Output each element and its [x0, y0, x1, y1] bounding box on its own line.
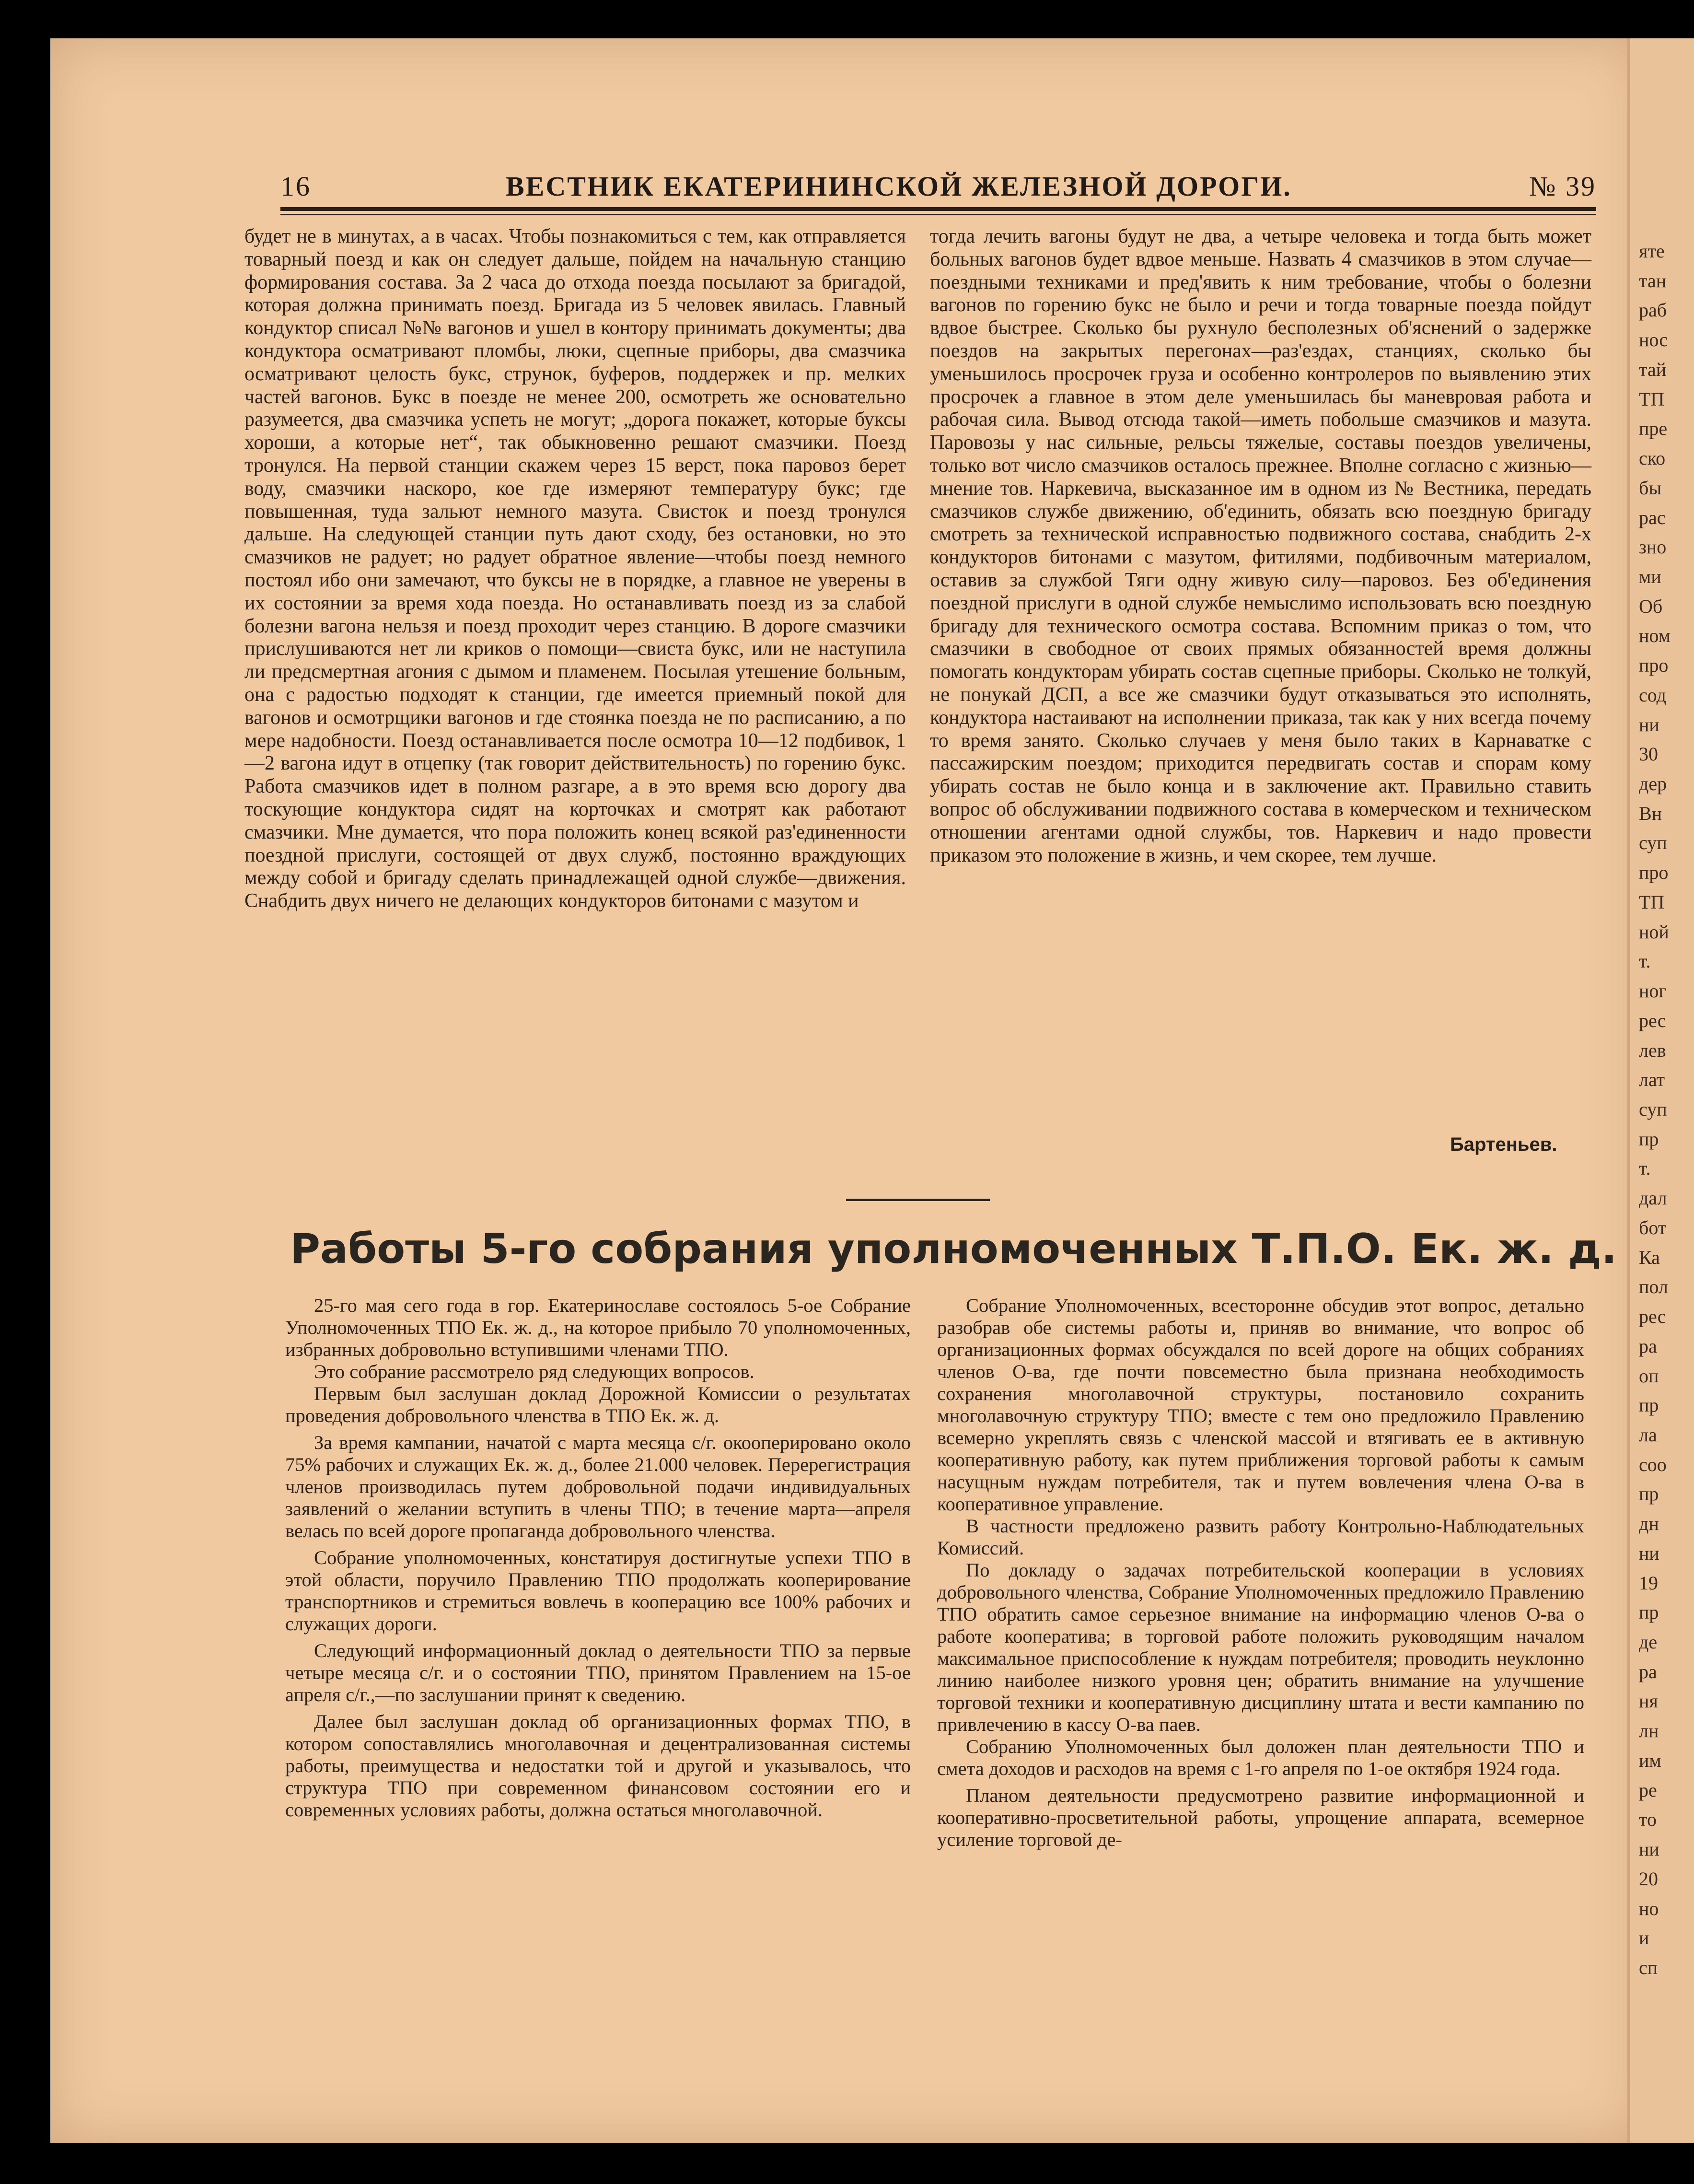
next-page-text-fragment: де: [1639, 1631, 1658, 1653]
header-rule-thin: [280, 214, 1596, 215]
next-page-text-fragment: ня: [1639, 1690, 1658, 1712]
paragraph: Первым был заслушан доклад Дорожной Комиссии о результатах проведения добровольного членства в ТПО Ек. ж. д.: [285, 1383, 911, 1426]
paragraph: Собрание Уполномоченных, всесторонне обсудив этот вопрос, детально разобрав обе системы работы и, приняв во внимание, что вопрос об организационных формах обсуждался по всей дороге на общих собраниях членов О-ва, где почти повсеместно была признана необходимость сохранения многолавочной структуры, постановило сохранить многолавочную структуру ТПО; вместе с тем оно предложило Правлению всемерно укреплять связь с членской массой и втягивать ее в активную кооперативную работу, как путем приближения торговой работы к самым насущным нуждам потребителя, так и путем вовлечения члена О-ва в кооперативное управление.: [937, 1295, 1584, 1515]
paragraph: тогда лечить вагоны будут не два, а четыре человека и тогда быть может больных вагонов будет вдвое меньше. Назвать 4 смазчиков в этом случае—поездными техниками и пред'явить к ним требование, чтобы о болезни вагонов по горению букс не было и речи и тогда товарные поезда пойдут вдвое быстрее. Сколько бы рухнуло бесполезных об'яснений о задержке поездов на закрытых перегонах—раз'ездах, станциях, сколько бы уменьшилось просрочек груза и особенно контролеров по выявлению этих просрочек а главное в этом деле уменьшилась бы маневровая работа и рабочая сила. Вывод отсюда такой—иметь побольше смазчиков и мазута. Паровозы у нас сильные, рельсы тяжелые, составы поездов увеличены, только вот число смазчиков осталось прежнее. Вполне согласно с жизнью—мнение тов. Наркевича, высказанное им в одном из № Вестника, передать смазчиков службе движению, об'единить, обязать всю поездную бригаду смотреть за технической исправностью подвижного состава, снабдить 2-х кондукторов битонами с мазутом, фитилями, подбивочным материалом, оставив за службой Тяги одну живую силу—паровоз. Без об'единения поездной прислуги в одной службе немыслимо использовать всю поездную бригаду для технического осмотра состава. Вспомним приказ о том, что смазчики в свободное от своих прямых обязанностей время должны помогать кондукторам убирать состав сцепные приборы. Сколько не толкуй, не понукай ДСП, а все же смазчики будут отказываться это исполнять, кондуктора настаивают на исполнении приказа, так как у них всегда почему то время занято. Сколько случаев у меня было таких в Карнаватке с пассажирским поездом; приходится передвигать состав и спорам кому убирать состав не было конца и в заключение акт. Правильно ставить вопрос об обслуживании подвижного состава в комерческом и техническом отношении агентами одной службы, тов. Наркевич и надо провести приказом это положение в жизнь, и чем скорее, тем лучше.: [930, 225, 1591, 866]
next-page-text-fragment: ном: [1639, 625, 1671, 646]
next-page-text-fragment: ско: [1639, 447, 1666, 469]
issue-number: № 39: [1529, 171, 1596, 202]
next-page-text-fragment: пр: [1639, 1394, 1659, 1416]
next-page-text-fragment: лат: [1639, 1069, 1665, 1090]
next-page-text-fragment: бы: [1639, 477, 1662, 499]
next-page-text-fragment: и: [1639, 1927, 1649, 1949]
paragraph: 25-го мая сего года в гор. Екатеринославе состоялось 5-ое Собрание Уполномоченных ТПО Ек. ж. д., на которое прибыло 70 уполномоченных, избранных добровольно вступившими членами ТПО.: [285, 1295, 911, 1360]
next-page-text-fragment: рас: [1639, 507, 1666, 528]
next-page-text-fragment: Ка: [1639, 1247, 1660, 1268]
next-page-text-fragment: яте: [1639, 240, 1665, 262]
next-page-text-fragment: сп: [1639, 1957, 1658, 1978]
journal-title: ВЕСТНИК ЕКАТЕРИНИНСКОЙ ЖЕЛЕЗНОЙ ДОРОГИ.: [506, 171, 1292, 202]
article-column-top-right: [930, 225, 1591, 1112]
next-page-text-fragment: Об: [1639, 596, 1663, 617]
next-page-text-fragment: дер: [1639, 773, 1667, 794]
paragraph: Это собрание рассмотрело ряд следующих вопросов.: [314, 1361, 754, 1382]
next-page-text-fragment: т.: [1639, 1157, 1651, 1179]
paragraph: Собрание уполномоченных, констатируя достигнутые успехи ТПО в этой области, поручило Правлению ТПО продолжать кооперирование транспортников и стремиться вовлечь в кооперацию все 100% рабочих и служащих дороги.: [285, 1547, 911, 1635]
paragraph: Собранию Уполномоченных был доложен план деятельности ТПО и смета доходов и расходов на время с 1-го апреля по 1-ое октября 1924 года.: [937, 1736, 1584, 1779]
section-divider: [846, 1199, 990, 1201]
next-page-text-fragment: ре: [1639, 1779, 1657, 1801]
next-page-text-fragment: соо: [1639, 1454, 1667, 1475]
paragraph: По докладу о задачах потребительской кооперации в условиях добровольного членства, Собрание Уполномоченных предложило Правлению ТПО обратить самое серьезное внимание на информацию членов О-ва о работе кооператива; в торговой работе положить руководящим началом максимальное приспособление к нуждам потребителя; проводить неуклонно линию наиболее низкого уровня цен; обратить внимание на улучшение торговой техники и кооперативную дисциплину штата и вести кампанию по привлечению в кассу О-ва паев.: [937, 1559, 1584, 1735]
paragraph: За время кампании, начатой с марта месяца с/г. окооперировано около 75% рабочих и служащих Ек. ж. д., более 21.000 человек. Перерегистрация членов производилась путем добровольной подачи индивидуальных заявлений о желании вступить в члены ТПО; в течение марта—апреля велась по всей дороге пропаганда добровольного членства.: [285, 1432, 911, 1542]
next-page-text-fragment: ра: [1639, 1661, 1657, 1682]
page-header: [280, 170, 1596, 204]
next-page-text-fragment: ной: [1639, 921, 1669, 943]
next-page-text-fragment: 19: [1639, 1572, 1658, 1594]
article-column-top-left: [244, 225, 906, 1165]
next-page-text-fragment: ни: [1639, 1838, 1659, 1860]
next-page-text-fragment: ТП: [1639, 388, 1665, 410]
next-page-text-fragment: нос: [1639, 329, 1668, 350]
article-column-bottom-right: [937, 1295, 1584, 2071]
next-page-text-fragment: пр: [1639, 1483, 1659, 1505]
next-page-text-fragment: т.: [1639, 950, 1651, 972]
paragraph: Следующий информационный доклад о деятельности ТПО за первые четыре месяца с/г. и о состоянии ТПО, принятом Правлением на 15-ое апреля с/г.,—по заслушании принят к сведению.: [285, 1640, 911, 1705]
next-page-text-fragment: 20: [1639, 1868, 1658, 1890]
next-page-text-fragment: ног: [1639, 980, 1667, 1002]
next-page-edge: [1627, 38, 1694, 2143]
next-page-text-fragment: тан: [1639, 270, 1667, 292]
next-page-text-fragment: 30: [1639, 743, 1658, 765]
next-page-text-fragment: им: [1639, 1750, 1661, 1771]
next-page-text-fragment: рес: [1639, 1010, 1666, 1031]
next-page-text-fragment: лев: [1639, 1039, 1666, 1061]
next-page-text-fragment: оп: [1639, 1365, 1659, 1387]
next-page-text-fragment: про: [1639, 862, 1669, 883]
paragraph: Планом деятельности предусмотрено развитие информационной и кооперативно-просветительной работы, упрощение аппарата, всемерное усиление торговой де-: [937, 1785, 1584, 1850]
next-page-text-fragment: про: [1639, 654, 1669, 676]
next-page-text-fragment: Вн: [1639, 803, 1662, 824]
next-page-text-fragment: лн: [1639, 1720, 1659, 1741]
next-page-text-fragment: дал: [1639, 1187, 1667, 1209]
paragraph: Далее был заслушан доклад об организационных формах ТПО, в котором сопоставлялись многолавочная и децентрализованная системы работы, преимущества и недостатки той и другой и указывалось, что структура ТПО при современном финансовом состоянии его и современных условиях работы, должна остаться многолавочной.: [285, 1711, 911, 1821]
next-page-text-fragment: то: [1639, 1809, 1657, 1830]
next-page-text-fragment: тай: [1639, 359, 1667, 380]
author-signature: Бартеньев.: [1450, 1134, 1557, 1155]
next-page-text-fragment: суп: [1639, 832, 1667, 853]
next-page-text-fragment: ТП: [1639, 891, 1665, 913]
next-page-text-fragment: пре: [1639, 418, 1668, 439]
paragraph: В частности предложено развить работу Контрольно-Наблюдательных Комиссий.: [937, 1515, 1584, 1559]
next-page-text-fragment: ми: [1639, 566, 1661, 587]
next-page-text-fragment: ра: [1639, 1335, 1657, 1357]
next-page-text-fragment: сод: [1639, 684, 1666, 706]
next-page-text-fragment: зно: [1639, 536, 1667, 558]
page-number: 16: [280, 171, 311, 202]
next-page-text-fragment: рес: [1639, 1306, 1666, 1327]
paragraph: будет не в минутах, а в часах. Чтобы познакомиться с тем, как отправляется товарный поезд и как он следует дальше, пойдем на начальную станцию формирования состава. За 2 часа до отхода поезда посылают за бригадой, которая должна принимать поезд. Бригада из 5 человек явилась. Главный кондуктор списал №№ вагонов и ушел в контору принимать документы; два кондуктора осматривают пломбы, люки, сцепные приборы, два смазчика осматривают целость букс, струнок, буферов, поддержек и пр. мелких частей вагонов. Букс в поезде не менее 200, осмотреть же основательно разумеется, два смазчика успеть не могут; „дорога покажет, которые буксы хороши, а которые нет“, так обыкновенно решают смазчики. Поезд тронулся. На первой станции скажем через 15 верст, пока паровоз берет воду, смазчики наскоро, кое где измеряют температуру букс; где повышенная, туда зальют немного мазута. Свисток и поезд тронулся дальше. На следующей станции путь дают сходу, без остановки, но это смазчиков не радует; но радует обратное явление—чтобы поезд немного постоял ибо они замечают, что буксы не в порядке, а главное не уверены в их состоянии за время хода поезда. Но останавливать поезд из за слабой болезни вагона нельзя и поезд проходит через станцию. В дороге смазчики прислушиваются нет ли криков о помощи—свиста букс, или не наступила ли предсмертная агония с дымом и пламенем. Посылая утешение больным, она с радостью подходят к станции, где имеется приемный покой для вагонов и осмотрщики вагонов и где стоянка поезда не по расписанию, а по мере надобности. Поезд останавливается после осмотра 10—12 подбивок, 1—2 вагона идут в отцепку (так говорит действительность) по горению букс. Работа смазчиков идет в полном разгаре, а в это время всю дорогу два тоскующие кондуктора сидят на корточках и смотрят как работают смазчики. Мне думается, что пора положить конец всякой раз'единенности поездной прислуги, состоящей от двух служб, постоянно враждующих между собой и бригаду сделать принадлежащей одной службе—движения. Снабдить двух ничего не делающих кондукторов битонами с мазутом и: [244, 225, 906, 912]
next-page-text-fragment: ла: [1639, 1424, 1657, 1446]
next-page-text-fragment: но: [1639, 1898, 1659, 1919]
next-page-text-fragment: раб: [1639, 299, 1667, 321]
article-title: Работы 5-го собрания уполномоченных Т.П.О. Ек. ж. д.: [290, 1225, 1617, 1273]
next-page-text-fragment: ни: [1639, 1542, 1659, 1564]
next-page-text-fragment: ни: [1639, 714, 1659, 736]
next-page-text-fragment: бот: [1639, 1217, 1667, 1238]
next-page-text-fragment: суп: [1639, 1098, 1667, 1120]
next-page-text-fragment: пр: [1639, 1128, 1659, 1150]
next-page-text-fragment: пр: [1639, 1601, 1659, 1623]
header-rule-thick: [280, 207, 1596, 211]
article-column-bottom-left: [285, 1295, 911, 2071]
next-page-text-fragment: пол: [1639, 1276, 1668, 1297]
next-page-text-fragment: дн: [1639, 1513, 1659, 1534]
